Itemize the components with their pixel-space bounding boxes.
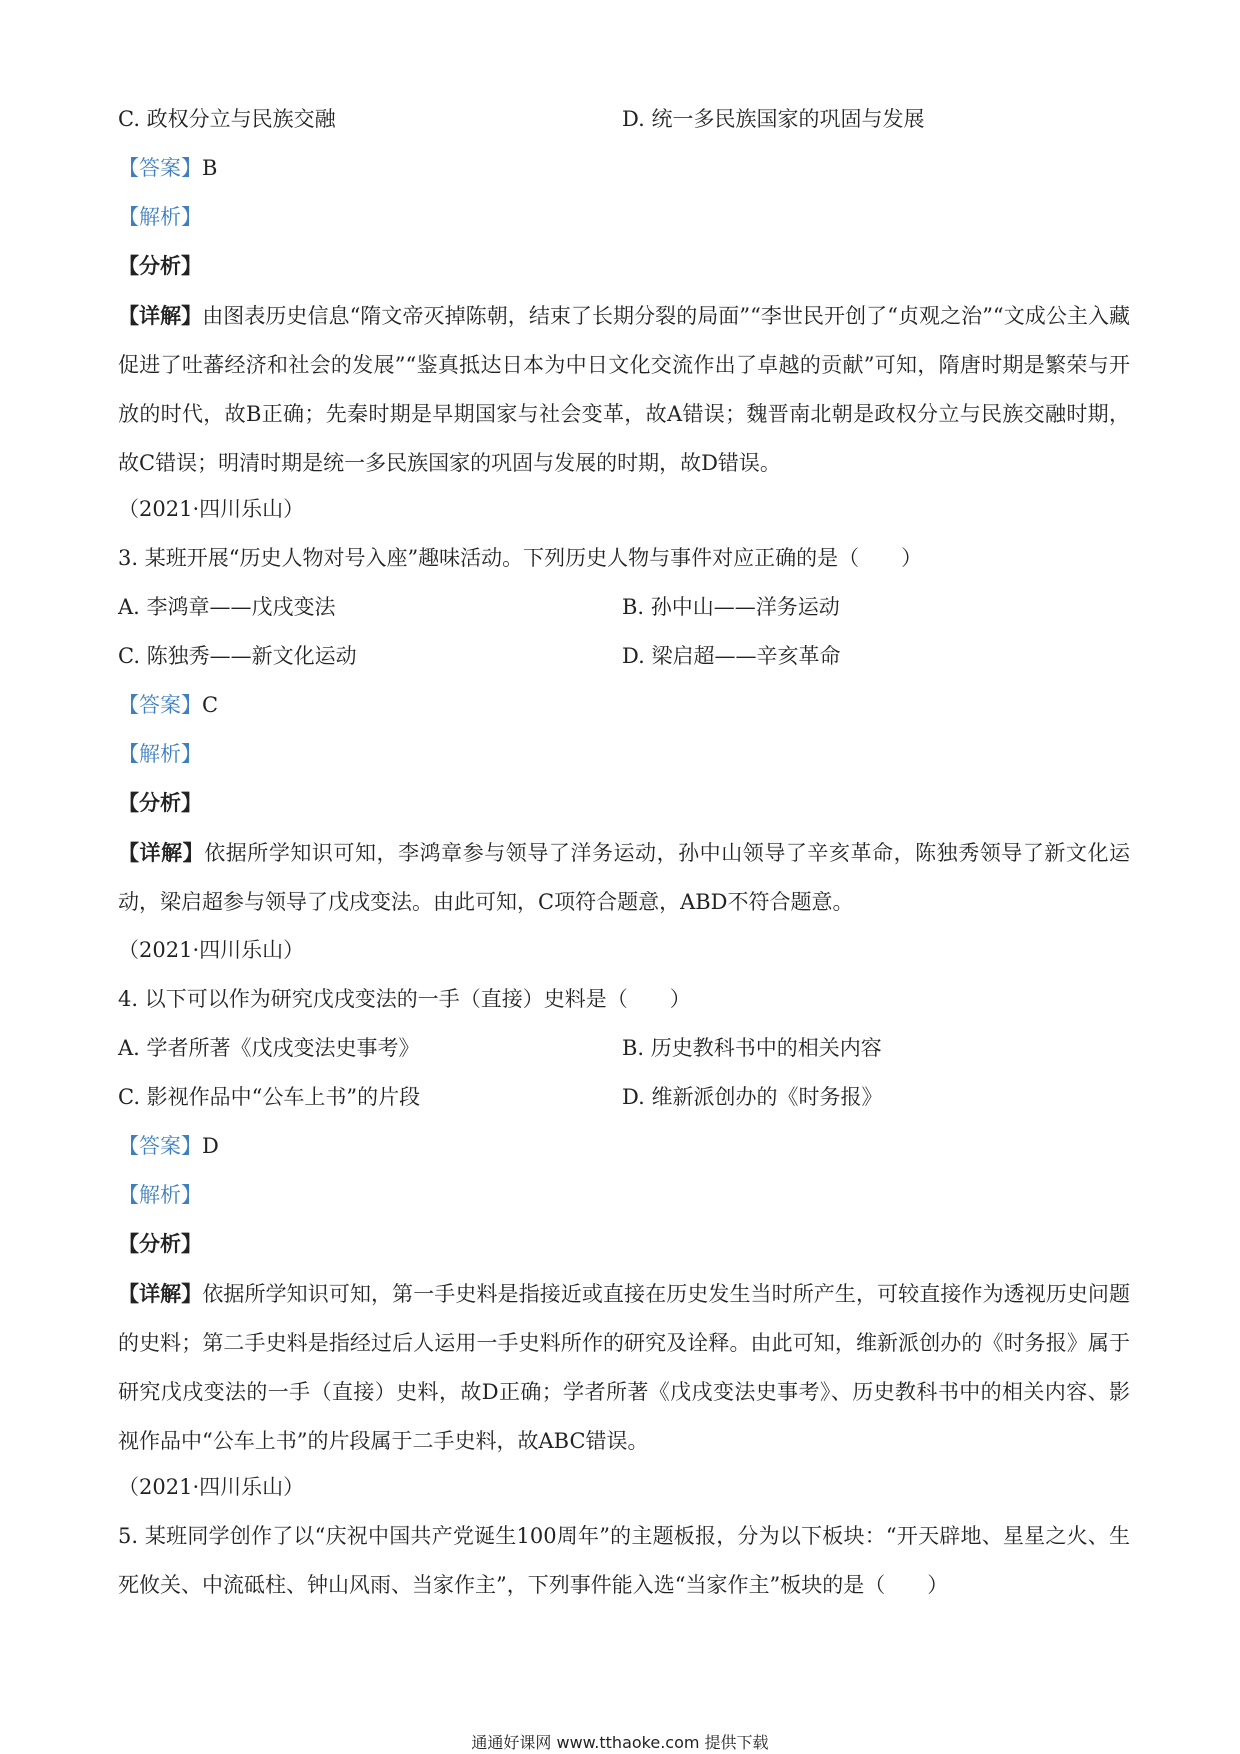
answer-label: 【答案】 bbox=[118, 156, 202, 180]
q3-fenxi-label: 【分析】 bbox=[118, 790, 202, 815]
q3-source: （2021·四川乐山） bbox=[118, 497, 305, 521]
q3-option-b: B. 孙中山——洋务运动 bbox=[622, 595, 840, 619]
q3-option-a: A. 李鸿章——戊戌变法 bbox=[118, 595, 336, 619]
q2-option-c: C. 政权分立与民族交融 bbox=[118, 107, 336, 131]
q3-analysis-label: 【解析】 bbox=[118, 742, 202, 766]
answer-value: C bbox=[202, 693, 219, 717]
q4-answer bbox=[118, 1131, 219, 1161]
q2-option-d: D. 统一多民族国家的巩固与发展 bbox=[622, 107, 925, 131]
q4-stem: 4. 以下可以作为研究戊戌变法的一手（直接）史料是（ ） bbox=[118, 987, 691, 1011]
detail-text: 由图表历史信息“隋文帝灭掉陈朝，结束了长期分裂的局面”“李世民开创了“贞观之治”“文成公主入藏促进了吐蕃经济和社会的发展”“鉴真抵达日本为中日文化交流作出了卓越的贡献”可知，隋唐时期是繁荣与开放的时代，故B正确；先秦时期是早期国家与社会变革，故A错误；魏晋南北朝是政权分立与民族交融时期，故C错误；明清时期是统一多民族国家的巩固与发展的时期，故D错误。 bbox=[118, 304, 1130, 475]
q4-detail bbox=[118, 1269, 1130, 1466]
q4-fenxi-label: 【分析】 bbox=[118, 1231, 202, 1256]
detail-label: 【详解】 bbox=[118, 1281, 203, 1306]
q3-option-d: D. 梁启超——辛亥革命 bbox=[622, 644, 841, 668]
q3-stem: 3. 某班开展“历史人物对号入座”趣味活动。下列历史人物与事件对应正确的是（ ） bbox=[118, 546, 923, 570]
q2-detail bbox=[118, 291, 1130, 488]
q3-answer bbox=[118, 690, 218, 720]
q4-option-d: D. 维新派创办的《时务报》 bbox=[622, 1085, 883, 1109]
q3-detail bbox=[118, 828, 1130, 927]
q3-option-c: C. 陈独秀——新文化运动 bbox=[118, 644, 357, 668]
q4-source: （2021·四川乐山） bbox=[118, 938, 305, 962]
answer-label: 【答案】 bbox=[118, 1134, 202, 1158]
detail-text: 依据所学知识可知，李鸿章参与领导了洋务运动，孙中山领导了辛亥革命，陈独秀领导了新文化运动，梁启超参与领导了戊戌变法。由此可知，C项符合题意，ABD不符合题意。 bbox=[118, 841, 1131, 914]
q5-stem: 5. 某班同学创作了以“庆祝中国共产党诞生100周年”的主题板报，分为以下板块：“开天辟地、星星之火、生死攸关、中流砥柱、钟山风雨、当家作主”，下列事件能入选“当家作主”板块的是（ ） bbox=[118, 1524, 1130, 1597]
answer-value: D bbox=[202, 1134, 219, 1158]
answer-label: 【答案】 bbox=[118, 693, 202, 717]
q4-option-a: A. 学者所著《戊戌变法史事考》 bbox=[118, 1036, 420, 1060]
detail-text: 依据所学知识可知，第一手史料是指接近或直接在历史发生当时所产生，可较直接作为透视历史问题的史料；第二手史料是指经过后人运用一手史料所作的研究及诠释。由此可知，维新派创办的《时务报》属于研究戊戌变法的一手（直接）史料，故D正确；学者所著《戊戌变法史事考》、历史教科书中的相关内容、影视作品中“公车上书”的片段属于二手史料，故ABC错误。 bbox=[118, 1282, 1130, 1453]
q4-option-b: B. 历史教科书中的相关内容 bbox=[622, 1036, 882, 1060]
page-footer: 通通好课网 www.tthaoke.com 提供下载 bbox=[471, 1733, 769, 1752]
detail-label: 【详解】 bbox=[118, 840, 205, 865]
q4-analysis-label: 【解析】 bbox=[118, 1183, 202, 1207]
q4-option-c: C. 影视作品中“公车上书”的片段 bbox=[118, 1085, 421, 1109]
q5-source: （2021·四川乐山） bbox=[118, 1475, 305, 1499]
answer-value: B bbox=[202, 156, 218, 180]
q2-fenxi-label: 【分析】 bbox=[118, 253, 202, 278]
q2-answer bbox=[118, 153, 217, 183]
q2-analysis-label: 【解析】 bbox=[118, 205, 202, 229]
detail-label: 【详解】 bbox=[118, 303, 203, 328]
